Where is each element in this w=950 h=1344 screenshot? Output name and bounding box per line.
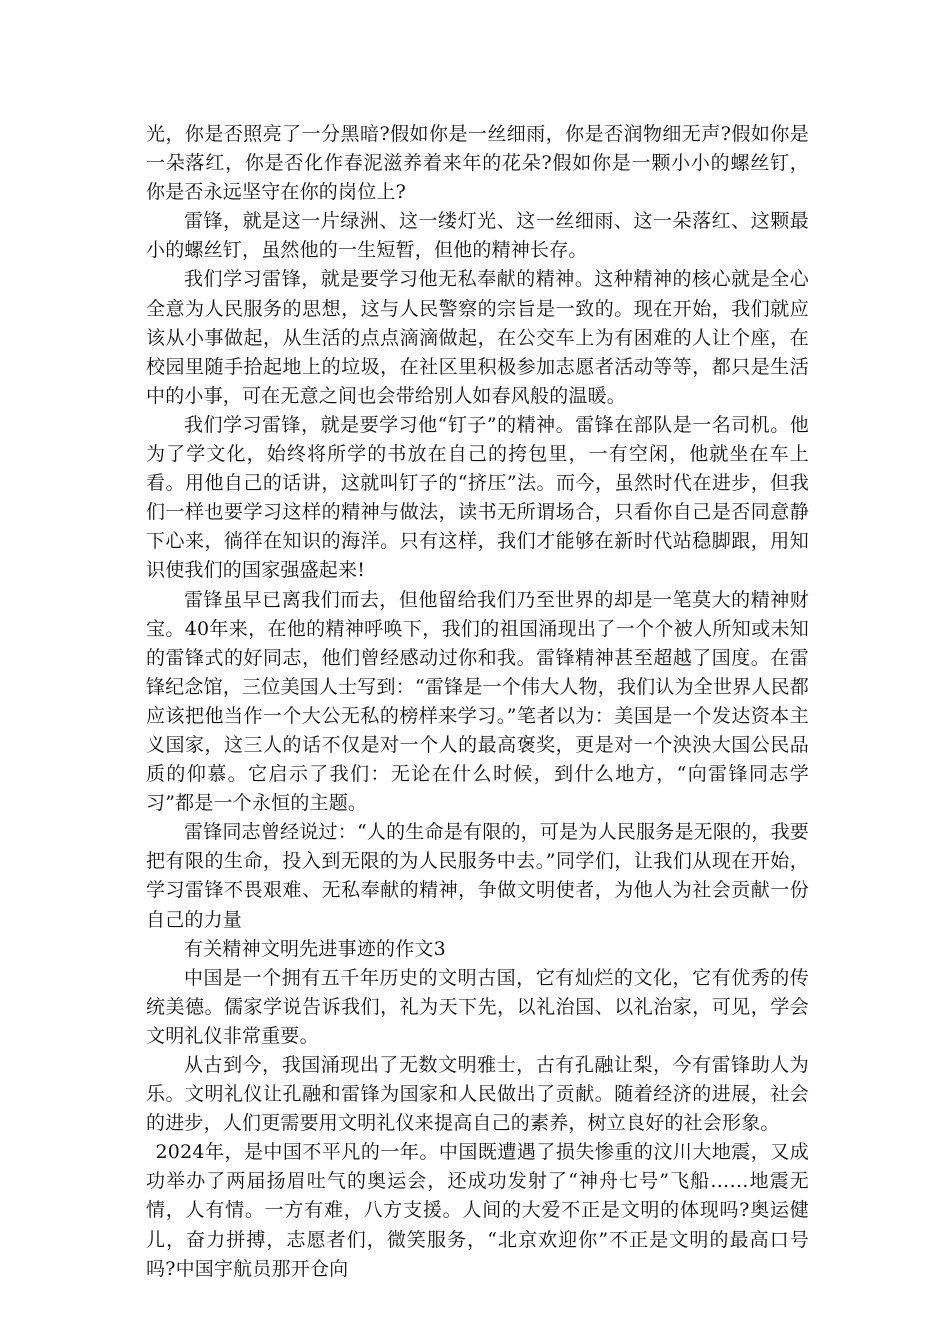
paragraph-4: 我们学习雷锋，就是要学习他“钉子”的精神。雷锋在部队是一名司机。他为了学文化，始终将所学的书放在自己的挎包里，一有空闲，他就坐在车上看。用他自己的话讲，这就叫钉子的“挤压”法。而今，虽然时代在进步，但我们一样也要学习这样的精神与做法，读书无所谓场合，只看你自己是否同意静下心来，徜徉在知识的海洋。只有这样，我们才能够在新时代站稳脚跟，用知识使我们的国家强盛起来! bbox=[146, 413, 809, 582]
paragraph-9: 2024年，是中国不平凡的一年。中国既遭遇了损失惨重的汶川大地震，又成功举办了两届扬眉吐气的奥运会，还成功发射了“神舟七号”飞船……地震无情，人有情。一方有难，八方支援。人间的大爱不正是文明的体现吗?奥运健儿，奋力拼搏，志愿者们，微笑服务，“北京欢迎你”不正是文明的最高口号吗?中国宇航员那开仓向 bbox=[146, 1141, 809, 1280]
paragraph-2: 雷锋，就是这一片绿洲、这一缕灯光、这一丝细雨、这一朵落红、这颗最小的螺丝钉，虽然他的一生短暂，但他的精神长存。 bbox=[146, 210, 809, 262]
paragraph-6: 雷锋同志曾经说过：“人的生命是有限的，可是为人民服务是无限的，我要把有限的生命，投入到无限的为人民服务中去。”同学们，让我们从现在开始，学习雷锋不畏艰难、无私奉献的精神，争做文明使者，为他人为社会贡献一份自己的力量 bbox=[146, 821, 809, 931]
paragraph-3: 我们学习雷锋，就是要学习他无私奉献的精神。这种精神的核心就是全心全意为人民服务的思想，这与人民警察的宗旨是一致的。现在开始，我们就应该从小事做起，从生活的点点滴滴做起，在公交车上为有困难的人让个座，在校园里随手拾起地上的垃圾，在社区里积极参加志愿者活动等等，都只是生活中的小事，可在无意之间也会带给别人如春风般的温暖。 bbox=[146, 268, 809, 407]
paragraph-1: 光，你是否照亮了一分黑暗?假如你是一丝细雨，你是否润物细无声?假如你是一朵落红，你是否化作春泥滋养着来年的花朵?假如你是一颗小小的螺丝钉，你是否永远坚守在你的岗位上? bbox=[146, 123, 809, 204]
section-heading: 有关精神文明先进事迹的作文3 bbox=[184, 937, 446, 960]
paragraph-8: 从古到今，我国涌现出了无数文明雅士，古有孔融让梨，今有雷锋助人为乐。文明礼仪让孔融和雷锋为国家和人民做出了贡献。随着经济的进展，社会的进步，人们更需要用文明礼仪来提高自己的素养，树立良好的社会形象。 bbox=[146, 1054, 809, 1135]
document-body bbox=[146, 120, 809, 1284]
paragraph-5: 雷锋虽早已离我们而去，但他留给我们乃至世界的却是一笔莫大的精神财宝。40年来，在他的精神呼唤下，我们的祖国涌现出了一个个被人所知或未知的雷锋式的好同志，他们曾经感动过你和我。雷锋精神甚至超越了国度。在雷锋纪念馆，三位美国人士写到：“雷锋是一个伟大人物，我们认为全世界人民都应该把他当作一个大公无私的榜样来学习。”笔者以为：美国是一个发达资本主义国家，这三人的话不仅是对一个人的最高褒奖，更是对一个泱泱大国公民品质的仰慕。它启示了我们：无论在什么时候，到什么地方，“向雷锋同志学习”都是一个永恒的主题。 bbox=[146, 588, 809, 815]
paragraph-7: 中国是一个拥有五千年历史的文明古国，它有灿烂的文化，它有优秀的传统美德。儒家学说告诉我们，礼为天下先，以礼治国、以礼治家，可见，学会文明礼仪非常重要。 bbox=[146, 966, 809, 1047]
